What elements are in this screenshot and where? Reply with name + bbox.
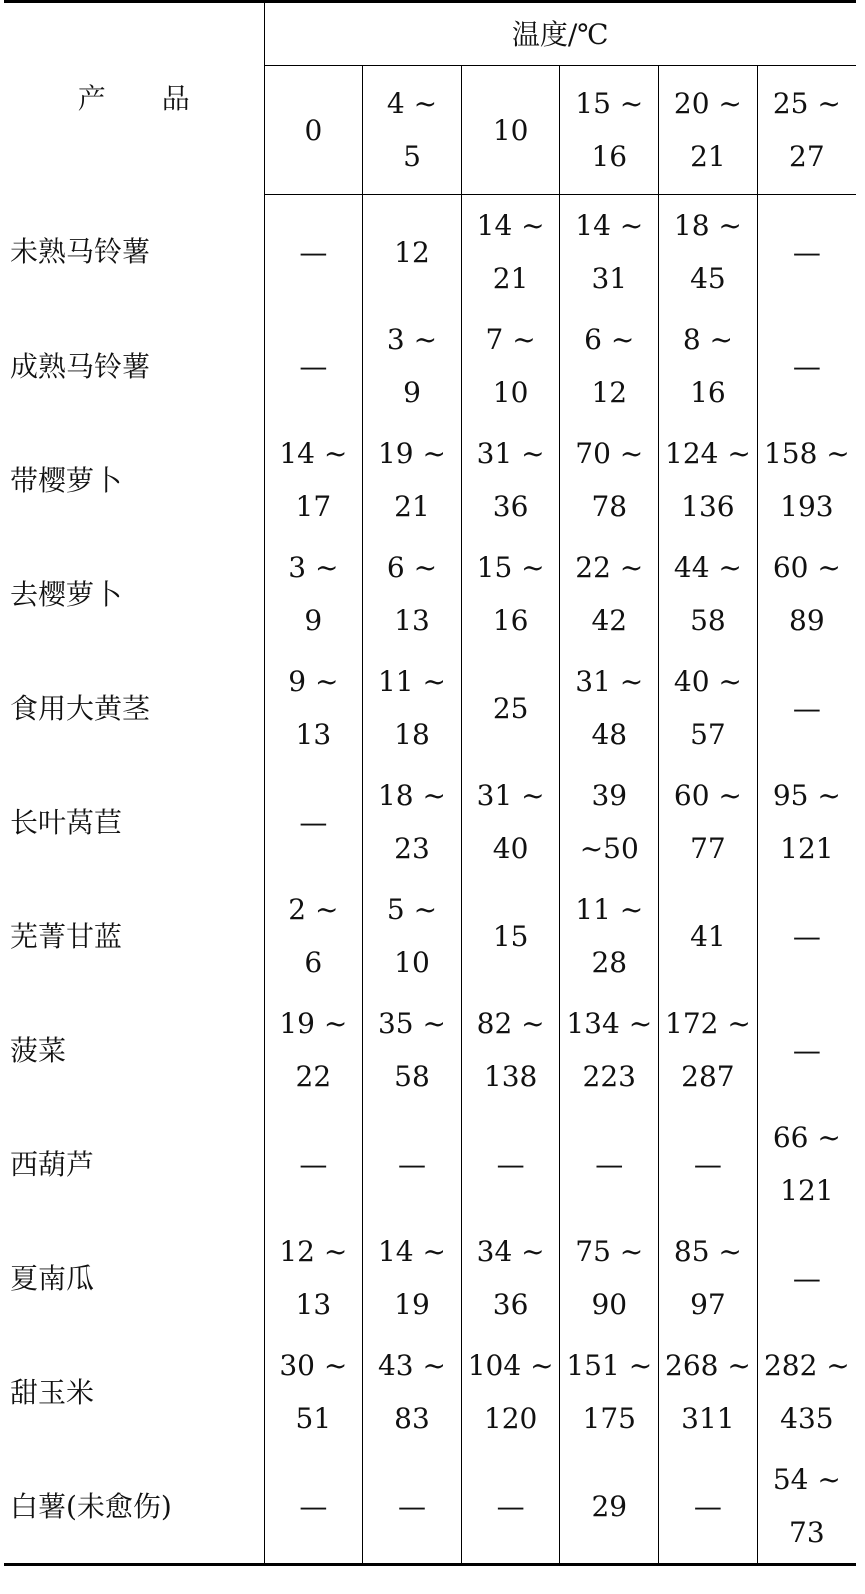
value-cell: [560, 1221, 659, 1335]
value-text: 14 ~ 31: [575, 209, 644, 295]
value-text: 7 ~ 10: [485, 323, 536, 409]
value-text: 104 ~ 120: [467, 1349, 554, 1435]
value-text: 14 ~ 17: [279, 437, 348, 523]
value-text: 14 ~ 21: [476, 209, 545, 295]
value-text: 3 ~ 9: [386, 323, 438, 409]
value-cell: [264, 537, 363, 651]
value-text: 3 ~ 9: [288, 551, 339, 637]
value-cell: [757, 1449, 856, 1565]
value-cell: [363, 1221, 462, 1335]
value-cell: [363, 1335, 462, 1449]
product-name: 甜玉米: [10, 1375, 95, 1409]
product-name: 夏南瓜: [10, 1261, 95, 1295]
table-row: [4, 765, 856, 879]
value-cell: [264, 651, 363, 765]
value-cell: [659, 309, 758, 423]
value-text: 134 ~ 223: [566, 1007, 653, 1093]
value-cell: [560, 879, 659, 993]
product-name-cell: [4, 537, 264, 651]
value-cell: [560, 195, 659, 310]
value-text: 12 ~ 13: [279, 1235, 348, 1321]
table-row: [4, 1335, 856, 1449]
value-text: 158 ~ 193: [763, 437, 850, 523]
value-text: 43 ~ 83: [377, 1349, 446, 1435]
value-text: —: [792, 1033, 821, 1067]
temp-header-label: 10: [492, 113, 529, 147]
product-name-cell: [4, 1449, 264, 1565]
value-text: 34 ~ 36: [476, 1235, 545, 1321]
value-text: 60 ~ 77: [673, 779, 742, 865]
value-text: 60 ~ 89: [772, 551, 841, 637]
value-cell: [264, 195, 363, 310]
value-cell: [560, 537, 659, 651]
value-text: 14 ~ 19: [377, 1235, 446, 1321]
product-name-cell: [4, 309, 264, 423]
value-cell: [461, 423, 560, 537]
value-text: 172 ~ 287: [665, 1007, 751, 1093]
value-cell: [363, 1107, 462, 1221]
value-cell: [264, 1335, 363, 1449]
value-text: —: [693, 1489, 722, 1523]
product-name-cell: [4, 651, 264, 765]
value-text: —: [299, 805, 328, 839]
value-text: 9 ~ 13: [288, 665, 339, 751]
value-cell: [363, 879, 462, 993]
value-cell: [659, 651, 758, 765]
value-text: 151 ~ 175: [566, 1349, 653, 1435]
value-text: 82 ~ 138: [476, 1007, 545, 1093]
value-cell: [363, 993, 462, 1107]
value-text: 70 ~ 78: [575, 437, 644, 523]
value-text: —: [792, 235, 821, 269]
value-text: 40 ~ 57: [673, 665, 742, 751]
temp-header-cell: [363, 66, 462, 195]
value-cell: [560, 993, 659, 1107]
temp-header-label: 4 ~ 5: [386, 87, 438, 173]
value-text: 66 ~ 121: [772, 1121, 841, 1207]
value-cell: [264, 423, 363, 537]
value-text: —: [397, 1147, 426, 1181]
table-row: [4, 879, 856, 993]
table-row: [4, 309, 856, 423]
value-cell: [461, 195, 560, 310]
value-text: —: [299, 235, 328, 269]
value-cell: [461, 993, 560, 1107]
value-text: —: [397, 1489, 426, 1523]
value-text: 54 ~ 73: [772, 1463, 841, 1549]
value-text: 31 ~ 40: [476, 779, 545, 865]
value-text: 29: [591, 1489, 628, 1523]
value-cell: [264, 765, 363, 879]
product-name-cell: [4, 993, 264, 1107]
product-name-cell: [4, 1221, 264, 1335]
value-cell: [757, 879, 856, 993]
value-cell: [659, 1107, 758, 1221]
value-cell: [659, 423, 758, 537]
product-name-cell: [4, 879, 264, 993]
value-text: 18 ~ 23: [377, 779, 446, 865]
value-cell: [560, 423, 659, 537]
header-row: [4, 2, 856, 66]
product-name-cell: [4, 765, 264, 879]
value-text: 30 ~ 51: [279, 1349, 348, 1435]
value-cell: [461, 765, 560, 879]
value-text: 15 ~ 16: [476, 551, 545, 637]
value-cell: [560, 651, 659, 765]
value-text: 6 ~ 12: [584, 323, 635, 409]
temp-header-label: 25 ~ 27: [772, 87, 841, 173]
value-text: 85 ~ 97: [673, 1235, 742, 1321]
value-cell: [560, 765, 659, 879]
value-cell: [363, 423, 462, 537]
value-text: —: [792, 349, 821, 383]
temp-header-cell: [659, 66, 758, 195]
value-cell: [659, 993, 758, 1107]
value-text: 31 ~ 48: [575, 665, 644, 751]
value-text: 2 ~ 6: [288, 893, 339, 979]
value-cell: [461, 1221, 560, 1335]
product-name-cell: [4, 1107, 264, 1221]
temp-header-cell: [264, 66, 363, 195]
value-cell: [461, 1107, 560, 1221]
value-cell: [363, 537, 462, 651]
temperature-column-header: [264, 2, 856, 66]
value-cell: [363, 1449, 462, 1565]
table-row: [4, 1107, 856, 1221]
temp-header-label: 20 ~ 21: [673, 87, 742, 173]
value-cell: [363, 309, 462, 423]
value-cell: [757, 1221, 856, 1335]
product-name: 带樱萝卜: [10, 463, 123, 497]
value-text: 6 ~ 13: [386, 551, 438, 637]
product-name: 去樱萝卜: [10, 577, 123, 611]
table-row: [4, 1221, 856, 1335]
value-text: 12: [394, 235, 430, 269]
product-name-cell: [4, 423, 264, 537]
value-cell: [757, 423, 856, 537]
value-text: 8 ~ 16: [682, 323, 733, 409]
value-cell: [757, 195, 856, 310]
value-text: 124 ~ 136: [665, 437, 751, 523]
product-name: 菠菜: [10, 1033, 67, 1067]
value-cell: [659, 195, 758, 310]
value-text: —: [792, 1261, 821, 1295]
value-text: 44 ~ 58: [673, 551, 742, 637]
temp-header-cell: [757, 66, 856, 195]
temperature-header-label: 温度/℃: [511, 17, 609, 51]
product-name-cell: [4, 195, 264, 310]
value-cell: [757, 1107, 856, 1221]
product-name: 成熟马铃薯: [10, 349, 151, 383]
value-cell: [659, 537, 758, 651]
table-row: [4, 537, 856, 651]
value-cell: [461, 309, 560, 423]
value-cell: [757, 993, 856, 1107]
value-cell: [659, 765, 758, 879]
value-text: —: [299, 1489, 328, 1523]
product-name: 西葫芦: [10, 1147, 95, 1181]
value-cell: [757, 651, 856, 765]
value-text: —: [792, 919, 821, 953]
product-name: 食用大黄茎: [10, 691, 151, 725]
value-cell: [264, 1221, 363, 1335]
table-row: [4, 195, 856, 310]
value-cell: [659, 1335, 758, 1449]
value-text: 22 ~ 42: [575, 551, 644, 637]
value-text: 11 ~ 28: [575, 893, 644, 979]
value-text: —: [792, 691, 821, 725]
value-text: 18 ~ 45: [673, 209, 742, 295]
value-cell: [757, 309, 856, 423]
value-text: 39 ~50: [579, 779, 639, 865]
value-cell: [461, 537, 560, 651]
product-name: 长叶莴苣: [10, 805, 123, 839]
value-cell: [461, 1335, 560, 1449]
value-text: 35 ~ 58: [377, 1007, 446, 1093]
product-name-cell: [4, 1335, 264, 1449]
value-text: —: [693, 1147, 722, 1181]
value-cell: [461, 879, 560, 993]
value-cell: [560, 309, 659, 423]
product-name: 未熟马铃薯: [10, 235, 151, 269]
value-cell: [757, 765, 856, 879]
product-name: 白薯(未愈伤): [10, 1489, 172, 1523]
value-cell: [264, 1107, 363, 1221]
value-cell: [264, 1449, 363, 1565]
table-row: [4, 1449, 856, 1565]
value-text: 19 ~ 21: [377, 437, 446, 523]
value-text: 75 ~ 90: [575, 1235, 644, 1321]
value-text: 11 ~ 18: [377, 665, 446, 751]
value-cell: [560, 1449, 659, 1565]
value-cell: [461, 651, 560, 765]
value-cell: [560, 1335, 659, 1449]
value-cell: [264, 993, 363, 1107]
temp-header-label: 15 ~ 16: [575, 87, 644, 173]
table-row: [4, 651, 856, 765]
product-name: 芜菁甘蓝: [10, 919, 123, 953]
value-text: —: [595, 1147, 624, 1181]
value-cell: [659, 879, 758, 993]
value-text: 95 ~ 121: [772, 779, 841, 865]
value-cell: [757, 537, 856, 651]
value-text: —: [299, 1147, 328, 1181]
value-cell: [757, 1335, 856, 1449]
value-cell: [264, 309, 363, 423]
value-text: 5 ~ 10: [386, 893, 438, 979]
temp-header-cell: [461, 66, 560, 195]
value-text: 19 ~ 22: [279, 1007, 348, 1093]
value-cell: [363, 195, 462, 310]
temp-header-label: 0: [304, 113, 323, 147]
value-text: 41: [690, 919, 726, 953]
value-text: 282 ~ 435: [763, 1349, 850, 1435]
table-row: [4, 423, 856, 537]
value-cell: [659, 1221, 758, 1335]
value-cell: [363, 651, 462, 765]
value-cell: [264, 879, 363, 993]
table-row: [4, 993, 856, 1107]
value-text: —: [299, 349, 328, 383]
product-header-label: 产 品: [77, 82, 190, 116]
value-text: 25: [492, 691, 529, 725]
value-text: 15: [492, 919, 529, 953]
value-text: 268 ~ 311: [665, 1349, 751, 1435]
value-cell: [659, 1449, 758, 1565]
value-text: 31 ~ 36: [476, 437, 545, 523]
value-cell: [560, 1107, 659, 1221]
temp-header-cell: [560, 66, 659, 195]
value-cell: [461, 1449, 560, 1565]
value-cell: [363, 765, 462, 879]
respiration-rate-table: [4, 0, 856, 1566]
product-column-header: [4, 2, 264, 195]
value-text: —: [496, 1147, 525, 1181]
value-text: —: [496, 1489, 525, 1523]
